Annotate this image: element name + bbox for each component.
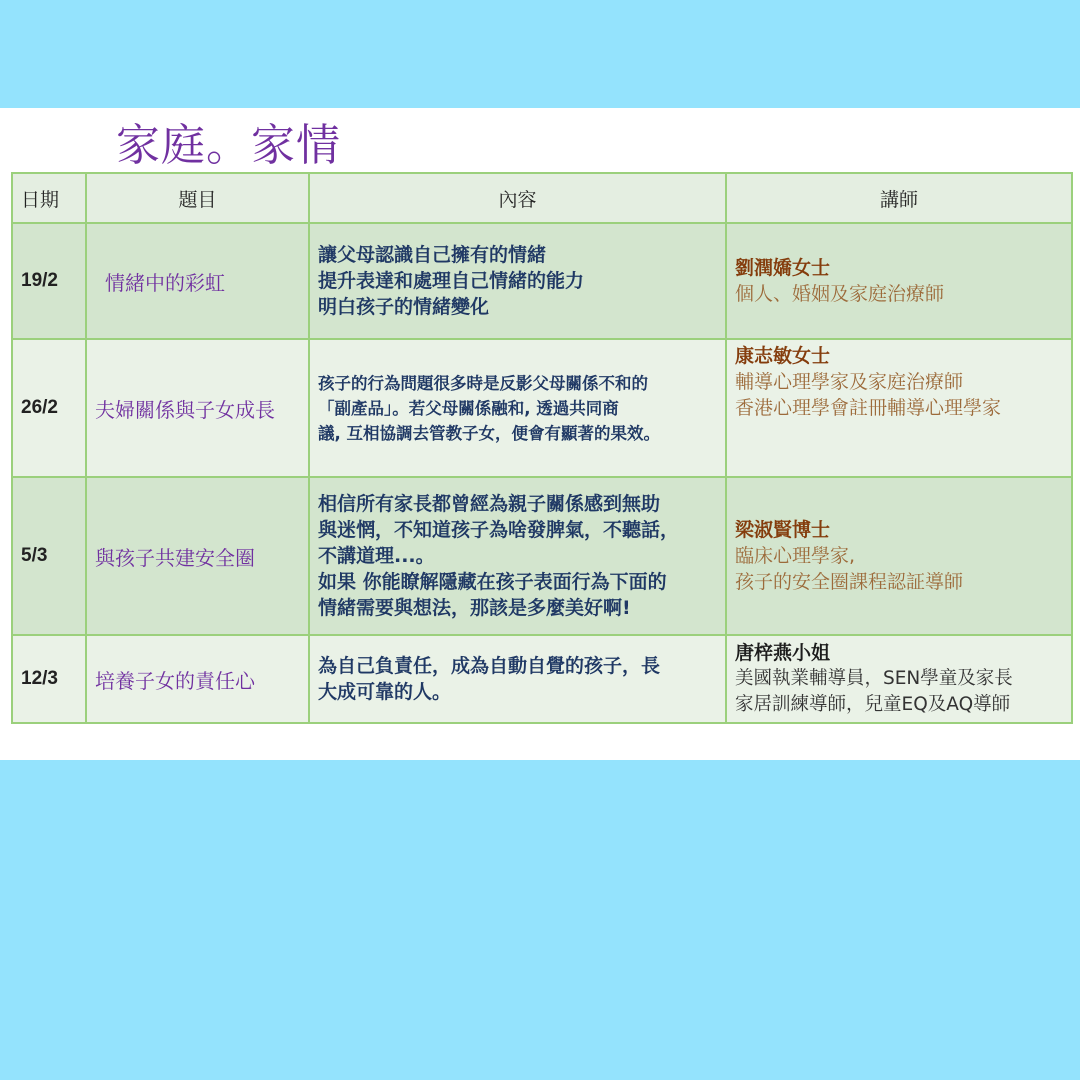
header-date: 日期 [12, 173, 86, 223]
content-line: 與迷惘，不知道孩子為啥發脾氣，不聽話， [318, 519, 680, 541]
session-date: 12/3 [12, 635, 86, 723]
speaker-name: 康志敏女士 [735, 345, 831, 367]
session-content [309, 635, 726, 723]
content-line: 如果 你能瞭解隱藏在孩子表面行為下面的 [318, 571, 667, 593]
content-line: 為自己負責任，成為自動自覺的孩子，長 [318, 655, 661, 677]
content-line: 「副產品」。若父母關係融和, 透過共同商 [318, 398, 619, 418]
speaker-title: 美國執業輔導員，SEN學童及家長 [735, 667, 1013, 689]
schedule-card [0, 108, 1080, 760]
content-line: 相信所有家長都曾經為親子關係感到無助 [318, 493, 661, 515]
content-line: 明白孩子的情緒變化 [318, 296, 490, 318]
page-title: 家庭。家情 [116, 120, 341, 171]
session-content [309, 223, 726, 339]
header-speaker: 講師 [726, 173, 1072, 223]
session-topic: 夫婦關係與子女成長 [86, 339, 309, 477]
table-row [12, 635, 1072, 723]
speaker-name: 劉潤嬌女士 [735, 256, 831, 279]
content-line: 提升表達和處理自己情緒的能力 [318, 270, 585, 292]
session-content [309, 339, 726, 477]
session-speaker [726, 477, 1072, 635]
table-row [12, 339, 1072, 477]
speaker-title: 個人、婚姻及家庭治療師 [735, 282, 945, 305]
content-line: 讓父母認識自己擁有的情緒 [318, 244, 547, 266]
content-line: 不講道理...。 [318, 545, 435, 567]
session-speaker [726, 223, 1072, 339]
speaker-name: 唐梓燕小姐 [735, 641, 831, 664]
session-speaker [726, 339, 1072, 477]
content-line: 大成可靠的人。 [318, 681, 452, 703]
header-topic: 題目 [86, 173, 309, 223]
session-topic: 與孩子共建安全圈 [86, 477, 309, 635]
session-date: 5/3 [12, 477, 86, 635]
session-topic: 情緒中的彩虹 [86, 223, 309, 339]
session-topic: 培養子女的責任心 [86, 635, 309, 723]
speaker-title: 孩子的安全圈課程認証導師 [735, 570, 964, 593]
speaker-title: 香港心理學會註冊輔導心理學家 [735, 397, 1002, 419]
table-header-row [12, 173, 1072, 223]
table-row [12, 477, 1072, 635]
content-line: 情緒需要與想法，那該是多麼美好啊! [318, 597, 631, 619]
schedule-table [11, 172, 1073, 724]
speaker-title: 輔導心理學家及家庭治療師 [735, 371, 964, 393]
session-date: 26/2 [12, 339, 86, 477]
content-line: 孩子的行為問題很多時是反影父母關係不和的 [318, 373, 648, 393]
session-content [309, 477, 726, 635]
speaker-title: 家居訓練導師，兒童EQ及AQ導師 [735, 693, 1011, 715]
speaker-title: 臨床心理學家, [735, 544, 856, 567]
session-date: 19/2 [12, 223, 86, 339]
speaker-name: 梁淑賢博士 [735, 518, 831, 541]
content-line: 議, 互相協調去管教子女，便會有顯著的果效。 [318, 423, 661, 443]
session-speaker [726, 635, 1072, 723]
header-content: 內容 [309, 173, 726, 223]
table-row [12, 223, 1072, 339]
